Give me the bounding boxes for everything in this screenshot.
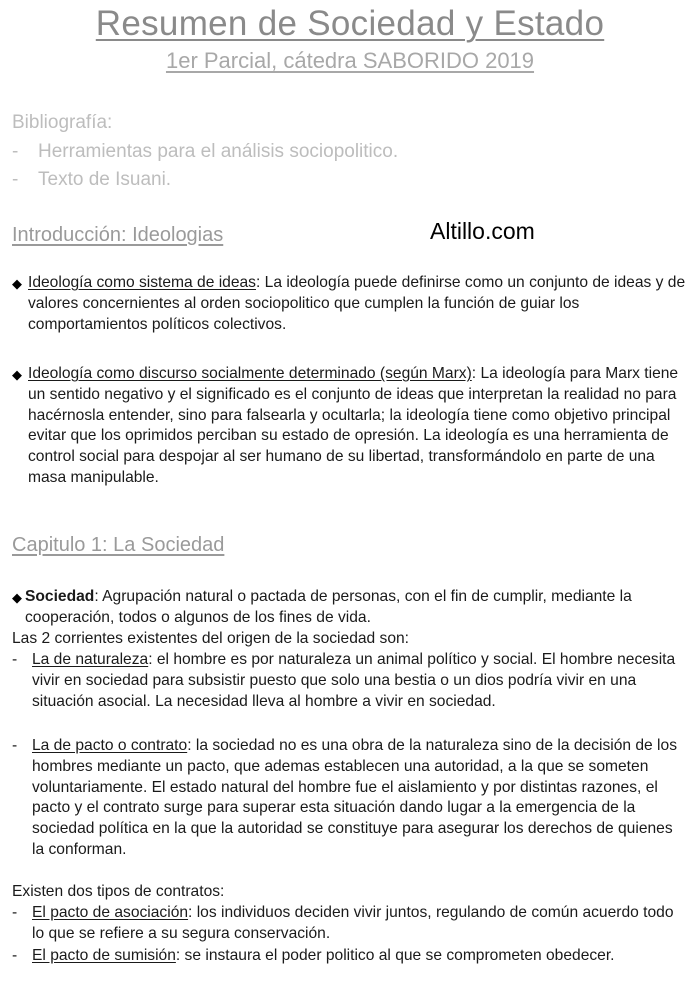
watermark-text: Altillo.com	[430, 218, 535, 244]
currents-intro: Las 2 corrientes existentes del origen de la sociedad son:	[12, 630, 410, 647]
definition-text: : el hombre es por naturaleza un animal político y social. El hombre necesita vivir en sociedad para subsistir puesto que solo una bestia o un dios podría vivir en una situación asocial. La necesidad lleva al hombre a vivir en sociedad.	[32, 651, 676, 710]
section-heading-intro: Introducción: Ideologias	[12, 224, 224, 246]
bibliography-heading: Bibliografía:	[12, 112, 113, 133]
paragraph-sociedad-definition	[25, 587, 671, 629]
term: Ideología como sistema de ideas	[28, 274, 256, 291]
dash-marker: -	[12, 169, 19, 190]
term: Sociedad	[25, 588, 95, 605]
bibliography-item-text: Texto de Isuani.	[38, 169, 172, 190]
list-item-asociacion	[12, 903, 688, 945]
dash-marker: -	[12, 737, 18, 754]
document-title: Resumen de Sociedad y Estado	[95, 4, 605, 43]
dash-marker: -	[12, 947, 18, 964]
term: La de naturaleza	[32, 651, 149, 668]
bibliography-list	[12, 138, 398, 194]
list-item-text	[32, 736, 688, 861]
list-item-text	[32, 946, 688, 967]
term: El pacto de sumisión	[32, 947, 176, 964]
definition-text: : los individuos deciden vivir juntos, regulando de común acuerdo todo lo que se refiere a su segura conservación.	[32, 904, 674, 942]
definition-text: : se instaura el poder politico al que se comprometen obedecer.	[175, 947, 615, 964]
dash-marker: -	[12, 651, 18, 668]
diamond-bullet-icon: ◆	[12, 276, 22, 291]
dash-marker: -	[12, 904, 18, 921]
definition-text: : Agrupación natural o pactada de personas, con el fin de cumplir, mediante la cooperación, todos o algunos de los fines de vida.	[25, 588, 632, 626]
list-item-text	[32, 903, 688, 945]
term: Ideología como discurso socialmente determinado (según Marx)	[28, 365, 472, 382]
list-item-pacto	[12, 736, 688, 861]
bibliography-item-text: Herramientas para el análisis sociopolitico.	[38, 141, 399, 162]
bibliography-item	[12, 138, 398, 166]
section-heading-chapter1: Capitulo 1: La Sociedad	[12, 534, 225, 556]
dash-marker: -	[12, 141, 19, 162]
list-item-sumision	[12, 946, 688, 967]
list-item-naturaleza	[12, 650, 688, 712]
diamond-bullet-icon: ◆	[12, 367, 22, 382]
bibliography-item	[12, 166, 398, 194]
paragraph-ideology-ideas	[28, 273, 688, 335]
list-item-text	[32, 650, 688, 712]
contracts-intro: Existen dos tipos de contratos:	[12, 883, 225, 900]
diamond-bullet-icon: ◆	[12, 590, 22, 605]
definition-text: : La ideología para Marx tiene un sentido negativo y el significado es el conjunto de ideas que interpretan la realidad no para hacérnosla entender, sino para falsearla y ocultarla; la ideología tiene como objetivo principal evitar que los oprimidos perciban su estado de opresión. La ideología es una herramienta de control social para despojar al ser humano de su libertad, transformándolo en parte de una masa manipulable.	[28, 365, 679, 486]
term: La de pacto o contrato	[32, 737, 188, 754]
document-subtitle: 1er Parcial, cátedra SABORIDO 2019	[165, 48, 535, 73]
definition-text: : la sociedad no es una obra de la naturaleza sino de la decisión de los hombres mediante un pacto, que ademas establecen una autoridad, a la que se someten voluntariamente. El estado natural del hombre fue el aislamiento y por distintas razones, el pacto y el contrato surge para superar esta situación dando lugar a la emergencia de la sociedad política en la que la autoridad se constituye para asegurar los derechos de quienes la conforman.	[32, 737, 677, 858]
paragraph-ideology-marx	[28, 364, 688, 489]
term: El pacto de asociación	[32, 904, 189, 921]
definition-text: : La ideología puede definirse como un conjunto de ideas y de valores concernientes al orden sociopolitico que cumplen la función de guiar los comportamientos políticos colectivos.	[28, 274, 686, 333]
